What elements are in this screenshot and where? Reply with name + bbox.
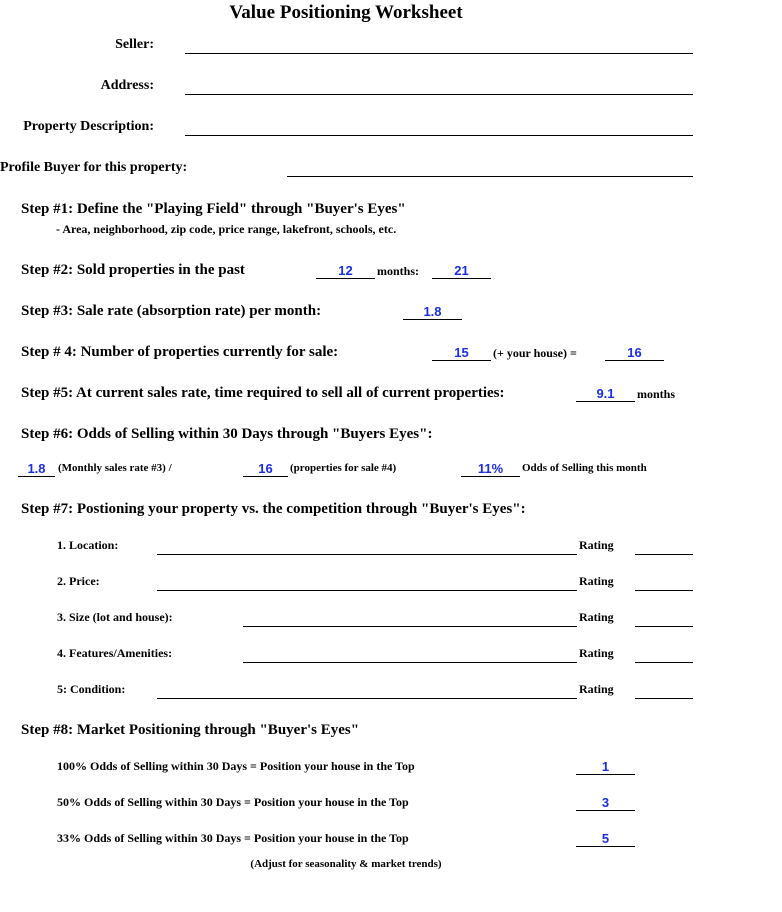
step2-sold-value: 21 [454,263,469,278]
step8-row-label: 33% Odds of Selling within 30 Days = Position your house in the Top [57,831,409,845]
step5-heading: Step #5: At current sales rate, time required to sell all of current properties: [21,385,505,401]
property-description-field[interactable] [185,135,693,136]
features-rating-field[interactable] [635,662,693,663]
step1-note: - Area, neighborhood, zip code, price range, lakefront, schools, etc. [56,222,397,236]
location-field[interactable] [157,554,577,555]
step8-row-field[interactable] [576,774,635,775]
step2-months-label: months: [377,264,420,278]
step6-rate-value: 1.8 [27,461,46,476]
step1-heading: Step #1: Define the "Playing Field" through "Buyer's Eyes" [21,201,406,217]
location-rating-field[interactable] [635,554,693,555]
step6-props-field[interactable] [243,476,288,477]
step8-row-label: 100% Odds of Selling within 30 Days = Position your house in the Top [57,759,415,773]
step3-value: 1.8 [423,304,442,319]
size-field[interactable] [243,626,577,627]
price-rating-field[interactable] [635,590,693,591]
step8-note: (Adjust for seasonality & market trends) [250,858,442,870]
step4-value: 15 [454,345,469,360]
step3-field[interactable] [403,319,462,320]
step6-odds-field[interactable] [461,476,520,477]
step7-item-label: 5: Condition: [57,682,126,696]
step6-props-label: (properties for sale #4) [290,462,397,474]
step2-months-value: 12 [338,263,353,278]
rating-label: Rating [579,610,614,624]
step8-row-field[interactable] [576,846,635,847]
step7-item-label: 4. Features/Amenities: [57,646,173,660]
step8-row-label: 50% Odds of Selling within 30 Days = Position your house in the Top [57,795,409,809]
step4-total-value: 16 [627,345,642,360]
step5-value: 9.1 [596,386,615,401]
step7-item-label: 3. Size (lot and house): [57,610,173,624]
features-field[interactable] [243,662,577,663]
price-field[interactable] [157,590,577,591]
rating-label: Rating [579,538,614,552]
step6-odds-value: 11% [477,461,504,476]
step8-row-value: 1 [601,759,610,774]
rating-label: Rating [579,574,614,588]
address-field[interactable] [185,94,693,95]
seller-field[interactable] [185,53,693,54]
step6-rate-label: (Monthly sales rate #3) / [58,462,172,474]
step4-heading: Step # 4: Number of properties currently for sale: [21,344,339,360]
condition-rating-field[interactable] [635,698,693,699]
step6-props-value: 16 [258,461,273,476]
step8-heading: Step #8: Market Positioning through "Buyer's Eyes" [21,722,360,738]
address-label: Address: [100,78,154,93]
step6-heading: Step #6: Odds of Selling within 30 Days through "Buyers Eyes": [21,426,433,442]
step2-sold-field[interactable] [432,278,491,279]
step5-unit: months [637,387,676,401]
profile-buyer-label: Profile Buyer for this property: [0,160,188,175]
step4-total-field[interactable] [605,360,664,361]
property-description-label: Property Description: [23,119,154,134]
step6-rate-field[interactable] [18,476,55,477]
seller-label: Seller: [115,37,154,52]
step4-plus-label: (+ your house) = [493,346,577,360]
step7-item-label: 1. Location: [57,538,119,552]
step3-heading: Step #3: Sale rate (absorption rate) per month: [21,303,322,319]
profile-buyer-field[interactable] [287,176,693,177]
step4-field[interactable] [432,360,491,361]
step8-row-value: 5 [601,831,610,846]
step6-odds-label: Odds of Selling this month [522,462,647,474]
step8-row-field[interactable] [576,810,635,811]
step7-heading: Step #7: Postioning your property vs. the competition through "Buyer's Eyes": [21,501,526,517]
size-rating-field[interactable] [635,626,693,627]
page-title: Value Positioning Worksheet [229,2,463,23]
step2-heading: Step #2: Sold properties in the past [21,262,245,278]
rating-label: Rating [579,646,614,660]
condition-field[interactable] [157,698,577,699]
step2-months-field[interactable] [316,278,375,279]
step7-item-label: 2. Price: [57,574,100,588]
step5-field[interactable] [576,401,635,402]
rating-label: Rating [579,682,614,696]
step8-row-value: 3 [601,795,610,810]
